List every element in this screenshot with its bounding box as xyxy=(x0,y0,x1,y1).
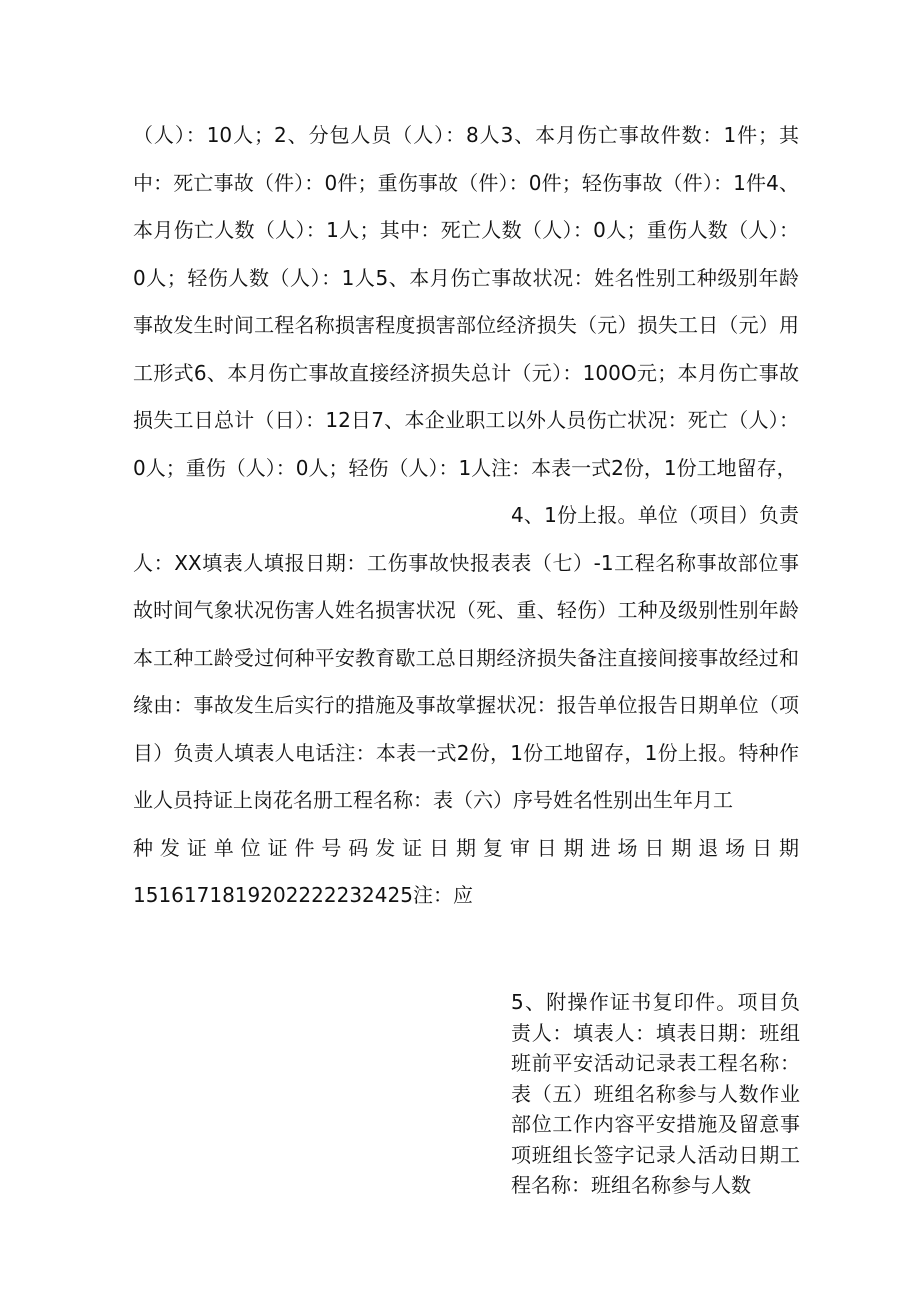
main-text-block xyxy=(133,112,799,920)
paragraph-accident-report-form: 4、1份上报。单位（项目）负责人：XX填表人填报日期：工伤事故快报表表（七）-1工程名称事故部位事故时间气象状况伤害人姓名损害状况（死、重、轻伤）工种及级别性别年龄本工种工龄受过何种平安教育歇工总日期经济损失备注直接间接事故经过和缘由：事故发生后实行的措施及事故掌握状况：报告单位报告日期单位（项目）负责人填表人电话注：本表一式2份，1份工地留存，1份上报。特种作业人员持证上岗花名册工程名称：表（六）序号姓名性别出生年月工 xyxy=(133,503,799,812)
paragraph-team-activity-record: 5、附操作证书复印件。项目负责人：填表人：填表日期：班组班前平安活动记录表工程名称：表（五）班组名称参与人数作业部位工作内容平安措施及留意事项班组长签字记录人活动日期工程名称：班组名称参与人数 xyxy=(511,990,800,1197)
paragraph-serial-numbers: 1516171819202222232425注：应 xyxy=(133,883,473,907)
paragraph-certificate-columns: 种发证单位证件号码发证日期复审日期进场日期退场日期 xyxy=(133,835,799,860)
paragraph-accident-statistics: （人）：10人；2、分包人员（人）：8人3、本月伤亡事故件数：1件；其中：死亡事故（件）：0件；重伤事故（件）：0件；轻伤事故（件）：1件4、本月伤亡人数（人）：1人；其中：死亡人数（人）：0人；重伤人数（人）：0人；轻伤人数（人）：1人5、本月伤亡事故状况：姓名性别工种级别年龄事故发生时间工程名称损害程度损害部位经济损失（元）损失工日（元）用工形式6、本月伤亡事故直接经济损失总计（元）：100O元；本月伤亡事故损失工日总计（日）：12日7、本企业职工以外人员伤亡状况：死亡（人）：0人；重伤（人）：0人；轻伤（人）：1人注：本表一式2份，1份工地留存， xyxy=(133,123,799,480)
side-text-block xyxy=(511,987,800,1201)
